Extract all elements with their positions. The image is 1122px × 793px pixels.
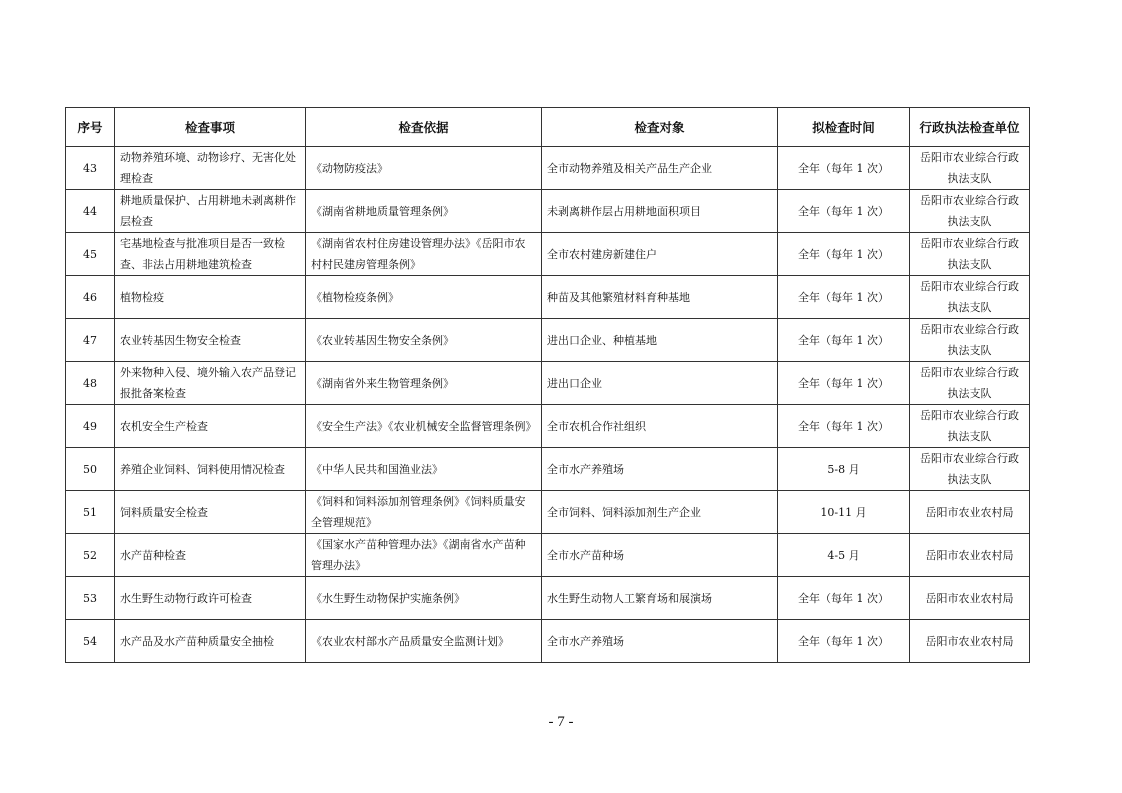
cell-unit: 岳阳市农业综合行政执法支队 xyxy=(910,448,1030,491)
cell-seq: 54 xyxy=(66,620,115,663)
cell-target: 进出口企业、种植基地 xyxy=(542,319,778,362)
cell-time: 全年（每年 1 次） xyxy=(778,319,910,362)
cell-basis: 《植物检疫条例》 xyxy=(306,276,542,319)
cell-item: 水生野生动物行政许可检查 xyxy=(115,577,306,620)
cell-unit: 岳阳市农业综合行政执法支队 xyxy=(910,233,1030,276)
cell-seq: 50 xyxy=(66,448,115,491)
cell-basis: 《水生野生动物保护实施条例》 xyxy=(306,577,542,620)
cell-seq: 51 xyxy=(66,491,115,534)
cell-target: 进出口企业 xyxy=(542,362,778,405)
cell-unit: 岳阳市农业农村局 xyxy=(910,577,1030,620)
header-unit: 行政执法检查单位 xyxy=(910,108,1030,147)
cell-time: 10-11 月 xyxy=(778,491,910,534)
cell-basis: 《农业农村部水产品质量安全监测计划》 xyxy=(306,620,542,663)
cell-target: 未剥离耕作层占用耕地面积项目 xyxy=(542,190,778,233)
cell-basis: 《动物防疫法》 xyxy=(306,147,542,190)
table-row xyxy=(66,190,1030,233)
cell-item: 农机安全生产检查 xyxy=(115,405,306,448)
cell-time: 全年（每年 1 次） xyxy=(778,620,910,663)
cell-unit: 岳阳市农业综合行政执法支队 xyxy=(910,362,1030,405)
cell-basis: 《中华人民共和国渔业法》 xyxy=(306,448,542,491)
cell-time: 4-5 月 xyxy=(778,534,910,577)
table-row xyxy=(66,620,1030,663)
table-header-row xyxy=(66,108,1030,147)
cell-seq: 47 xyxy=(66,319,115,362)
header-basis: 检查依据 xyxy=(306,108,542,147)
cell-time: 全年（每年 1 次） xyxy=(778,577,910,620)
table-row xyxy=(66,233,1030,276)
table-row xyxy=(66,491,1030,534)
cell-item: 饲料质量安全检查 xyxy=(115,491,306,534)
cell-unit: 岳阳市农业综合行政执法支队 xyxy=(910,147,1030,190)
cell-item: 水产品及水产苗种质量安全抽检 xyxy=(115,620,306,663)
cell-time: 全年（每年 1 次） xyxy=(778,147,910,190)
table-row xyxy=(66,319,1030,362)
cell-seq: 49 xyxy=(66,405,115,448)
cell-time: 全年（每年 1 次） xyxy=(778,276,910,319)
table-row xyxy=(66,276,1030,319)
cell-target: 全市水产养殖场 xyxy=(542,448,778,491)
cell-basis: 《饲料和饲料添加剂管理条例》《饲料质量安全管理规范》 xyxy=(306,491,542,534)
cell-unit: 岳阳市农业综合行政执法支队 xyxy=(910,190,1030,233)
cell-target: 全市水产苗种场 xyxy=(542,534,778,577)
header-target: 检查对象 xyxy=(542,108,778,147)
cell-target: 全市动物养殖及相关产品生产企业 xyxy=(542,147,778,190)
cell-target: 全市饲料、饲料添加剂生产企业 xyxy=(542,491,778,534)
cell-seq: 43 xyxy=(66,147,115,190)
cell-time: 5-8 月 xyxy=(778,448,910,491)
cell-target: 全市农机合作社组织 xyxy=(542,405,778,448)
table-row xyxy=(66,577,1030,620)
cell-item: 养殖企业饲料、饲料使用情况检查 xyxy=(115,448,306,491)
header-seq: 序号 xyxy=(66,108,115,147)
table-row xyxy=(66,147,1030,190)
cell-seq: 53 xyxy=(66,577,115,620)
cell-basis: 《湖南省农村住房建设管理办法》《岳阳市农村村民建房管理条例》 xyxy=(306,233,542,276)
table-row xyxy=(66,448,1030,491)
cell-item: 耕地质量保护、占用耕地未剥离耕作层检查 xyxy=(115,190,306,233)
cell-target: 水生野生动物人工繁育场和展演场 xyxy=(542,577,778,620)
table-row xyxy=(66,405,1030,448)
cell-seq: 44 xyxy=(66,190,115,233)
cell-unit: 岳阳市农业综合行政执法支队 xyxy=(910,276,1030,319)
cell-unit: 岳阳市农业农村局 xyxy=(910,620,1030,663)
cell-target: 全市水产养殖场 xyxy=(542,620,778,663)
cell-basis: 《安全生产法》《农业机械安全监督管理条例》 xyxy=(306,405,542,448)
header-item: 检查事项 xyxy=(115,108,306,147)
cell-unit: 岳阳市农业综合行政执法支队 xyxy=(910,319,1030,362)
table-row xyxy=(66,534,1030,577)
cell-target: 种苗及其他繁殖材料育种基地 xyxy=(542,276,778,319)
cell-item: 水产苗种检查 xyxy=(115,534,306,577)
table-row xyxy=(66,362,1030,405)
cell-time: 全年（每年 1 次） xyxy=(778,190,910,233)
cell-basis: 《国家水产苗种管理办法》《湖南省水产苗种管理办法》 xyxy=(306,534,542,577)
cell-seq: 48 xyxy=(66,362,115,405)
cell-time: 全年（每年 1 次） xyxy=(778,233,910,276)
cell-item: 农业转基因生物安全检查 xyxy=(115,319,306,362)
cell-basis: 《农业转基因生物安全条例》 xyxy=(306,319,542,362)
cell-unit: 岳阳市农业农村局 xyxy=(910,534,1030,577)
cell-seq: 46 xyxy=(66,276,115,319)
cell-item: 动物养殖环境、动物诊疗、无害化处理检查 xyxy=(115,147,306,190)
page-number: - 7 - xyxy=(548,714,574,730)
cell-seq: 45 xyxy=(66,233,115,276)
cell-time: 全年（每年 1 次） xyxy=(778,362,910,405)
cell-unit: 岳阳市农业农村局 xyxy=(910,491,1030,534)
cell-target: 全市农村建房新建住户 xyxy=(542,233,778,276)
header-time: 拟检查时间 xyxy=(778,108,910,147)
inspection-plan-table xyxy=(65,107,1030,663)
cell-item: 外来物种入侵、境外输入农产品登记报批备案检查 xyxy=(115,362,306,405)
cell-basis: 《湖南省外来生物管理条例》 xyxy=(306,362,542,405)
cell-item: 宅基地检查与批准项目是否一致检查、非法占用耕地建筑检查 xyxy=(115,233,306,276)
cell-basis: 《湖南省耕地质量管理条例》 xyxy=(306,190,542,233)
cell-item: 植物检疫 xyxy=(115,276,306,319)
cell-seq: 52 xyxy=(66,534,115,577)
cell-unit: 岳阳市农业综合行政执法支队 xyxy=(910,405,1030,448)
cell-time: 全年（每年 1 次） xyxy=(778,405,910,448)
